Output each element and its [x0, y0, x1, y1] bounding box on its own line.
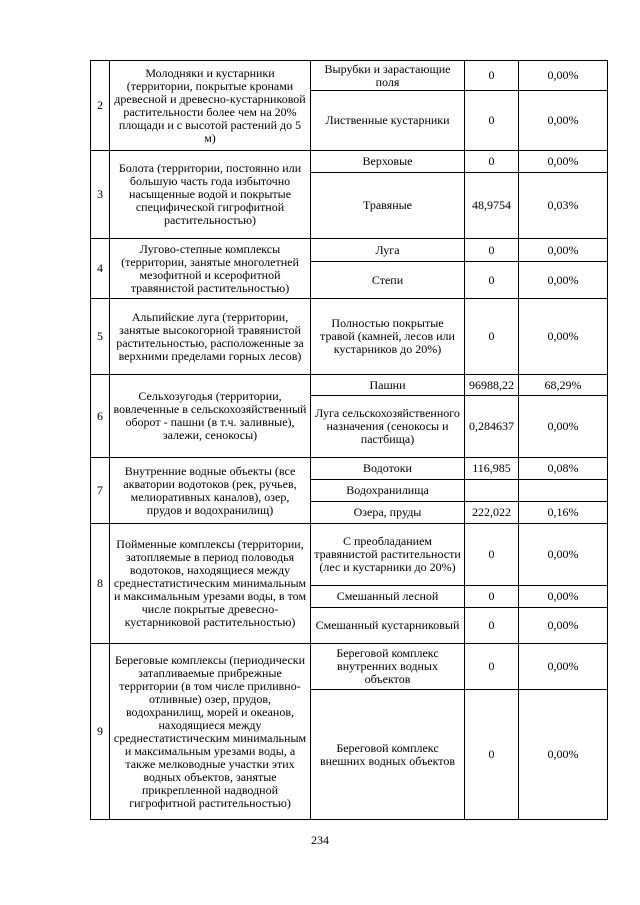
- row-number: 6: [91, 375, 110, 458]
- subcategory-name: Верховые: [311, 151, 465, 173]
- area-value: 0: [465, 608, 519, 644]
- subcategory-name: Пашни: [311, 375, 465, 396]
- row-number: 7: [91, 458, 110, 524]
- subcategory-name: Травяные: [311, 173, 465, 239]
- area-value: 0: [465, 299, 519, 375]
- percent-value: 0,00%: [519, 299, 608, 375]
- subcategory-name: Полностью покрытые травой (камней, лесов или кустарников до 20%): [311, 299, 465, 375]
- percent-value: 0,03%: [519, 173, 608, 239]
- table-row: [91, 524, 608, 586]
- percent-value: 0,00%: [519, 644, 608, 690]
- area-value: 96988,22: [465, 375, 519, 396]
- percent-value: 0,00%: [519, 239, 608, 262]
- category-description: Болота (территории, постоянно или большую часть года избыточно насыщенные водой и покрытые специфической гигрофитной растительностью): [110, 151, 311, 239]
- percent-value: 68,29%: [519, 375, 608, 396]
- percent-value: 0,00%: [519, 524, 608, 586]
- table-row: [91, 299, 608, 375]
- area-value: 0: [465, 151, 519, 173]
- table-row: [91, 151, 608, 173]
- area-value: 0: [465, 586, 519, 608]
- area-value: 0,284637: [465, 396, 519, 458]
- subcategory-name: Степи: [311, 262, 465, 299]
- percent-value: 0,00%: [519, 690, 608, 820]
- category-description: Сельхозугодья (территории, вовлеченные в сельскохозяйственный оборот - пашни (в т.ч. заливные), залежи, сенокосы): [110, 375, 311, 458]
- subcategory-name: Береговой комплекс внешних водных объектов: [311, 690, 465, 820]
- percent-value: 0,00%: [519, 586, 608, 608]
- subcategory-name: Водотоки: [311, 458, 465, 480]
- percent-value: 0,00%: [519, 608, 608, 644]
- category-description: Молодняки и кустарники (территории, покрытые кронами древесной и древесно-кустарниковой растительности более чем на 20% площади и с высотой растений до 5 м): [110, 61, 311, 151]
- table-row: [91, 239, 608, 262]
- area-value: 0: [465, 91, 519, 151]
- page-number: 234: [311, 833, 329, 847]
- subcategory-name: Луга сельскохозяйственного назначения (сенокосы и пастбища): [311, 396, 465, 458]
- area-value: [465, 480, 519, 502]
- area-value: 0: [465, 690, 519, 820]
- row-number: 4: [91, 239, 110, 299]
- table-row: [91, 644, 608, 690]
- row-number: 5: [91, 299, 110, 375]
- category-description: Пойменные комплексы (территории, затопляемые в период половодья водотоков, находящиеся между среднестатистическим минимальным и максимальным урезами воды, в том числе покрытые древесно-кустарниковой растительностью): [110, 524, 311, 644]
- category-description: Альпийские луга (территории, занятые высокогорной травянистой растительностью, расположенные за верхними пределами горных лесов): [110, 299, 311, 375]
- table-row: [91, 375, 608, 396]
- area-value: 116,985: [465, 458, 519, 480]
- subcategory-name: Смешанный лесной: [311, 586, 465, 608]
- area-value: 222,022: [465, 502, 519, 524]
- area-value: 48,9754: [465, 173, 519, 239]
- percent-value: 0,00%: [519, 262, 608, 299]
- percent-value: 0,00%: [519, 61, 608, 91]
- subcategory-name: Вырубки и зарастающие поля: [311, 61, 465, 91]
- category-description: Береговые комплексы (периодически затапливаемые прибрежные территории (в том числе приливно-отливные) озер, прудов, водохранилищ, морей и океанов, находящиеся между среднестатистическим минимальным и максимальным урезами воды, а также мелководные участки этих водных объектов, занятые прикрепленной надводной гигрофитной растительностью): [110, 644, 311, 820]
- percent-value: 0,08%: [519, 458, 608, 480]
- percent-value: 0,00%: [519, 91, 608, 151]
- category-description: Лугово-степные комплексы (территории, занятые многолетней мезофитной и ксерофитной травянистой растительностью): [110, 239, 311, 299]
- subcategory-name: Смешанный кустарниковый: [311, 608, 465, 644]
- area-value: 0: [465, 524, 519, 586]
- subcategory-name: Водохранилища: [311, 480, 465, 502]
- area-value: 0: [465, 61, 519, 91]
- percent-value: 0,16%: [519, 502, 608, 524]
- area-value: 0: [465, 239, 519, 262]
- subcategory-name: Лиственные кустарники: [311, 91, 465, 151]
- table-row: [91, 61, 608, 91]
- subcategory-name: Луга: [311, 239, 465, 262]
- area-value: 0: [465, 262, 519, 299]
- row-number: 3: [91, 151, 110, 239]
- subcategory-name: Береговой комплекс внутренних водных объектов: [311, 644, 465, 690]
- land-cover-table: [90, 60, 608, 820]
- row-number: 8: [91, 524, 110, 644]
- percent-value: 0,00%: [519, 396, 608, 458]
- category-description: Внутренние водные объекты (все акватории водотоков (рек, ручьев, мелиоративных каналов), озер, прудов и водохранилищ): [110, 458, 311, 524]
- subcategory-name: С преобладанием травянистой растительности (лес и кустарники до 20%): [311, 524, 465, 586]
- table-row: [91, 458, 608, 480]
- subcategory-name: Озера, пруды: [311, 502, 465, 524]
- percent-value: 0,00%: [519, 151, 608, 173]
- percent-value: [519, 480, 608, 502]
- area-value: 0: [465, 644, 519, 690]
- row-number: 9: [91, 644, 110, 820]
- row-number: 2: [91, 61, 110, 151]
